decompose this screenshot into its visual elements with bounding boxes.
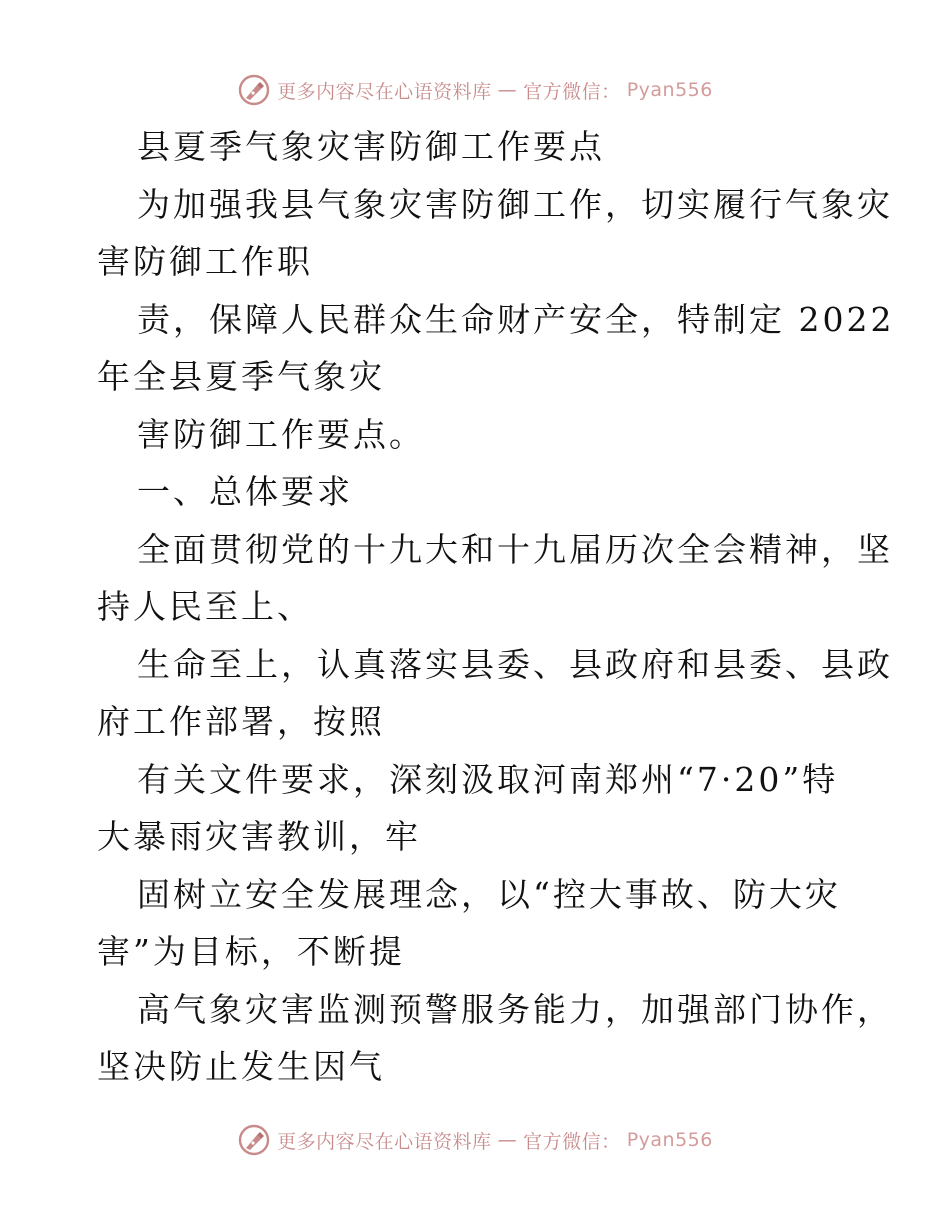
pen-nib-logo-icon xyxy=(237,73,271,107)
pen-nib-logo-icon xyxy=(237,1123,271,1157)
watermark-wechat-id: Pyan556 xyxy=(626,79,713,101)
watermark-wechat-id: Pyan556 xyxy=(626,1129,713,1151)
section-heading: 一、总体要求 xyxy=(137,472,353,511)
paragraph-line: 害”为目标，不断提 xyxy=(97,932,405,971)
paragraph-line: 固树立安全发展理念，以“控大事故、防大灾 xyxy=(137,874,841,914)
paragraph-line: 责，保障人民群众生命财产安全，特制定 2022 xyxy=(137,299,895,339)
footer-watermark xyxy=(0,1120,950,1160)
paragraph-line: 生命至上，认真落实县委、县政府和县委、县政 xyxy=(137,644,893,684)
watermark-text: 更多内容尽在心语资料库 xyxy=(277,1130,492,1153)
document-title: 县夏季气象灾害防御工作要点 xyxy=(137,127,605,166)
document-body xyxy=(97,118,895,1096)
paragraph-line: 害防御工作职 xyxy=(97,242,313,281)
paragraph-line: 年全县夏季气象灾 xyxy=(97,357,385,396)
paragraph-line: 全面贯彻党的十九大和十九届历次全会精神，坚 xyxy=(137,529,893,569)
paragraph-line: 为加强我县气象灾害防御工作，切实履行气象灾 xyxy=(137,184,893,224)
paragraph-line: 府工作部署，按照 xyxy=(97,702,385,741)
paragraph-line: 大暴雨灾害教训，牢 xyxy=(97,817,421,856)
watermark-text: 更多内容尽在心语资料库 xyxy=(277,80,492,103)
watermark-wechat-label: 官方微信： xyxy=(523,80,621,103)
paragraph-line: 持人民至上、 xyxy=(97,587,313,626)
watermark-content xyxy=(237,1123,713,1157)
watermark-content xyxy=(237,73,713,107)
paragraph-line: 害防御工作要点。 xyxy=(137,414,425,454)
header-watermark xyxy=(0,70,950,110)
paragraph-line: 高气象灾害监测预警服务能力，加强部门协作， xyxy=(137,989,893,1029)
watermark-separator: — xyxy=(497,79,518,101)
paragraph-line: 有关文件要求，深刻汲取河南郑州“7·20”特 xyxy=(137,759,839,799)
paragraph-line: 坚决防止发生因气 xyxy=(97,1047,385,1086)
watermark-wechat-label: 官方微信： xyxy=(523,1130,621,1153)
watermark-separator: — xyxy=(497,1129,518,1151)
